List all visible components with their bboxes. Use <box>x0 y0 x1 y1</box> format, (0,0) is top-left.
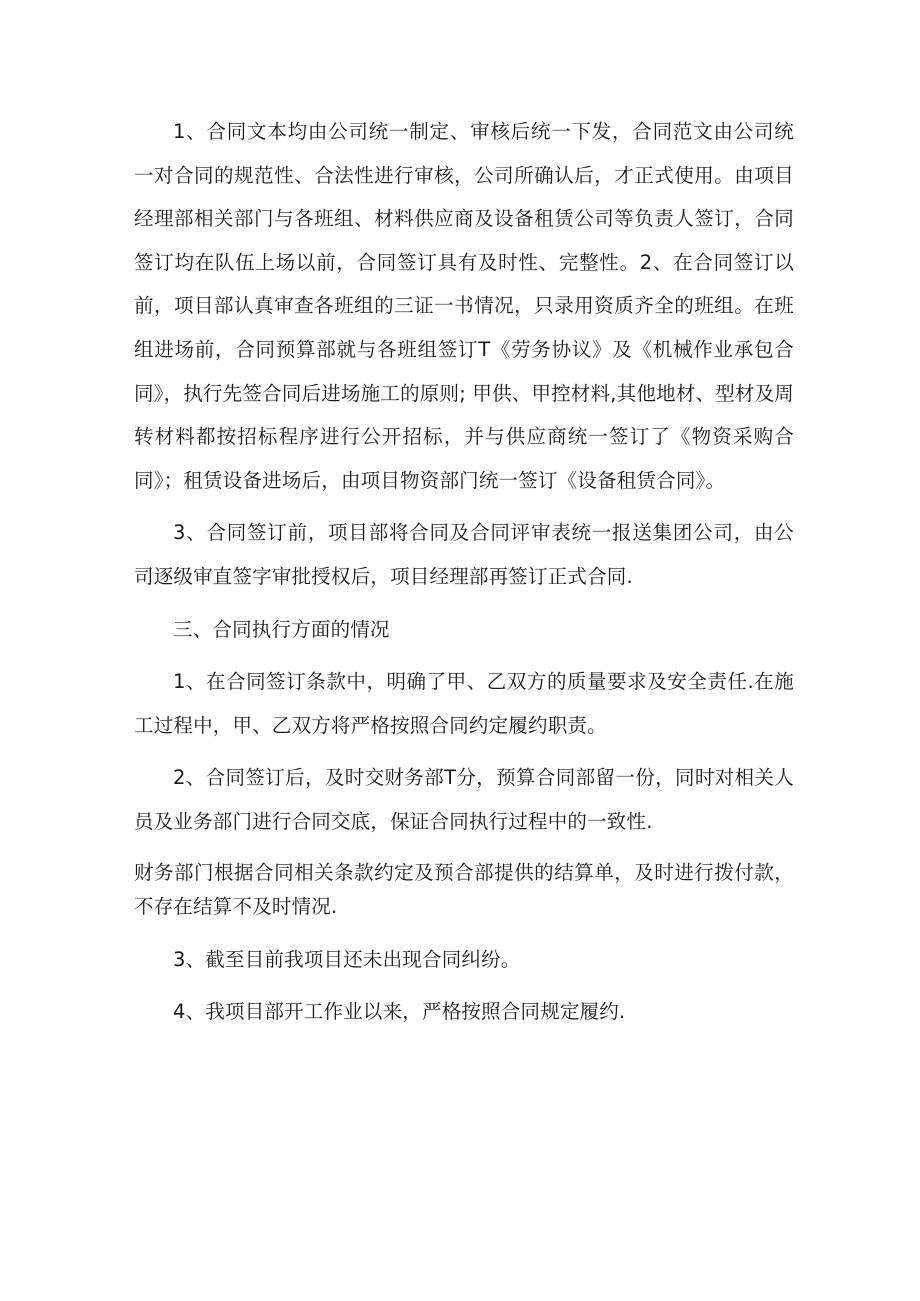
paragraph-contract-distribution: 2、合同签订后，及时交财务部T分，预算合同部留一份，同时对相关人员及业务部门进行合同交底，保证合同执行过程中的一致性. <box>134 766 794 833</box>
document-page <box>134 110 794 1034</box>
section-heading-contract-execution: 三、合同执行方面的情况 <box>173 617 390 641</box>
paragraph-performance: 4、我项目部开工作业以来，严格按照合同规定履约. <box>173 1000 626 1024</box>
paragraph-finance-settlement: 财务部门根据合同相关条款约定及预合部提供的结算单，及时进行拨付款，不存在结算不及时情况. <box>134 860 794 918</box>
paragraph-contract-drafting: 1、合同文本均由公司统一制定、审核后统一下发，合同范文由公司统一对合同的规范性、合法性进行审核，公司所确认后，才正式使用。由项目经理部相关部门与各班组、材料供应商及设备租赁公司等负责人签订，合同签订均在队伍上场以前，合同签订具有及时性、完整性。2、在合同签订以前，项目部认真审查各班组的三证一书情况，只录用资质齐全的班组。在班组进场前，合同预算部就与各班组签订T《劳务协议》及《机械作业承包合同》，执行先签合同后进场施工的原则; 甲供、甲控材料,其他地材、型材及周转材料都按招标程序进行公开招标，并与供应商统一签订了《物资采购合同》；租赁设备进场后，由项目物资部门统一签订《设备租赁合同》。 <box>134 120 794 492</box>
paragraph-no-disputes: 3、截至目前我项目还未出现合同纠纷。 <box>173 947 521 971</box>
paragraph-quality-safety: 1、在合同签订条款中，明确了甲、乙双方的质量要求及安全责任.在施工过程中，甲、乙双方将严格按照合同约定履约职责。 <box>134 670 794 737</box>
paragraph-contract-approval: 3、合同签订前，项目部将合同及合同评审表统一报送集团公司，由公司逐级审直签字审批授权后，项目经理部再签订正式合同. <box>134 521 794 588</box>
